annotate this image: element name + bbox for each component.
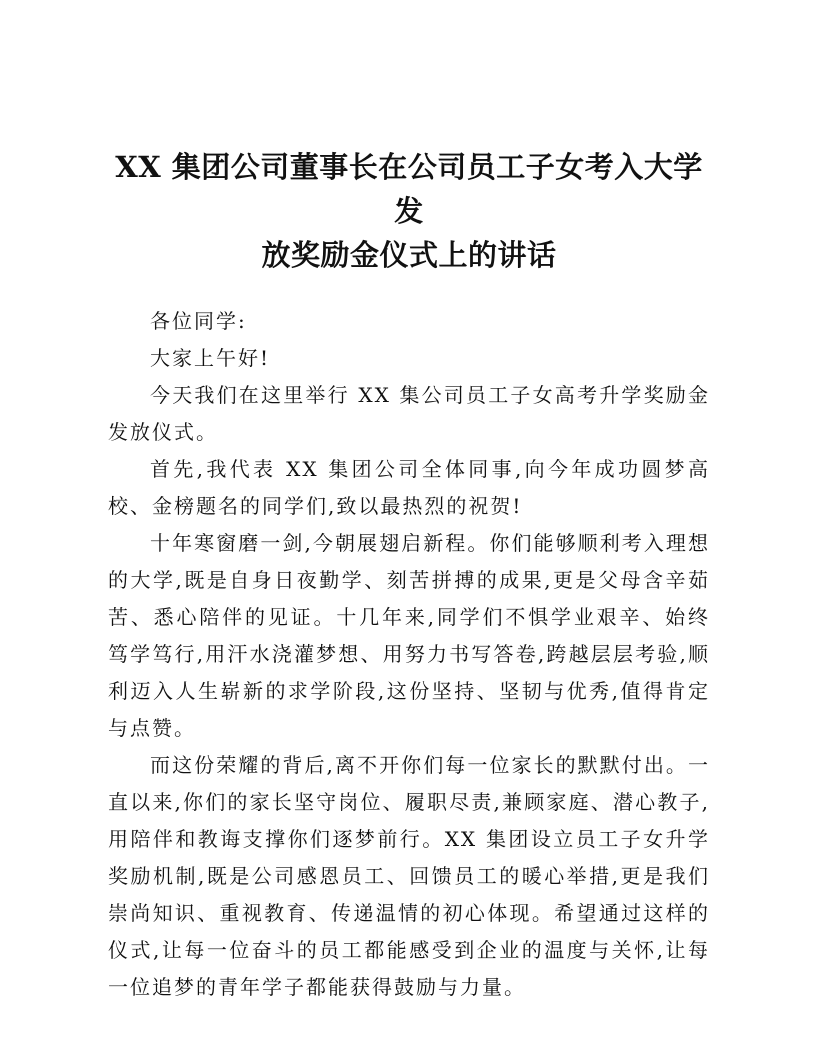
document-title — [108, 145, 710, 277]
salutation-paragraph: 各位同学: — [150, 309, 247, 333]
greeting-paragraph: 大家上午好! — [150, 346, 271, 370]
title-line-2: 放奖励金仪式上的讲话 — [261, 238, 557, 272]
speech-body — [108, 303, 710, 1006]
congratulations-paragraph: 首先,我代表 XX 集团公司全体同事,向今年成功圆梦高校、金榜题名的同学们,致以最热烈的祝贺! — [108, 457, 710, 518]
achievement-paragraph: 十年寒窗磨一剑,今朝展翅启新程。你们能够顺利考入理想的大学,既是自身日夜勤学、刻苦拼搏的成果,更是父母含辛茹苦、悉心陪伴的见证。十几年来,同学们不惧学业艰辛、始终笃学笃行,用汗水浇灌梦想、用努力书写答卷,跨越层层考验,顺利迈入人生崭新的求学阶段,这份坚持、坚韧与优秀,值得肯定与点赞。 — [108, 531, 710, 740]
document-page — [108, 0, 710, 1056]
opening-paragraph: 今天我们在这里举行 XX 集公司员工子女高考升学奖励金发放仪式。 — [108, 383, 710, 444]
parents-paragraph: 而这份荣耀的背后,离不开你们每一位家长的默默付出。一直以来,你们的家长坚守岗位、履职尽责,兼顾家庭、潜心教子,用陪伴和教诲支撑你们逐梦前行。XX 集团设立员工子女升学奖励机制,既是公司感恩员工、回馈员工的暖心举措,更是我们崇尚知识、重视教育、传递温情的初心体现。希望通过这样的仪式,让每一位奋斗的员工都能感受到企业的温度与关怀,让每一位追梦的青年学子都能获得鼓励与力量。 — [108, 753, 710, 999]
title-line-1: XX 集团公司董事长在公司员工子女考入大学发 — [115, 150, 703, 228]
